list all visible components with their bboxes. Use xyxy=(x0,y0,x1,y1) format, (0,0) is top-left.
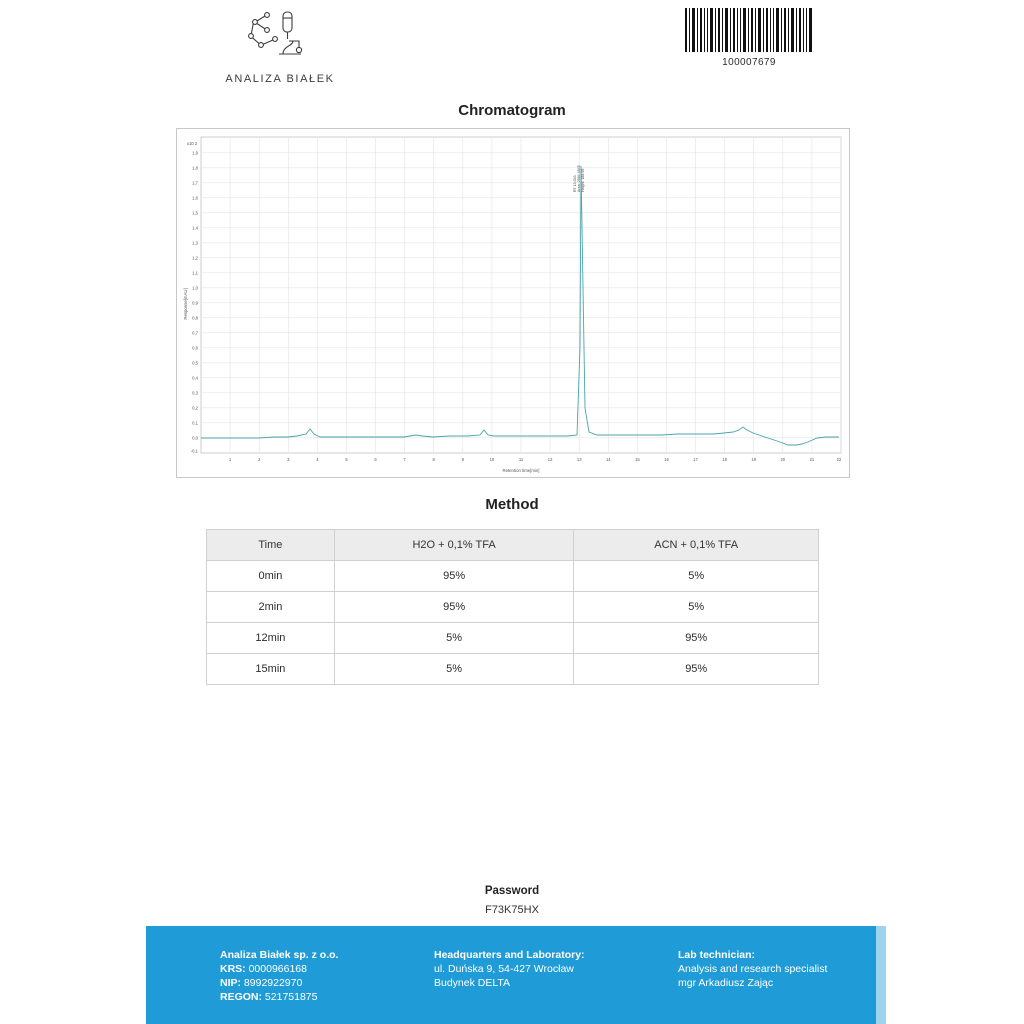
svg-text:13: 13 xyxy=(576,457,582,462)
barcode-icon xyxy=(684,8,814,52)
svg-text:15: 15 xyxy=(635,457,640,462)
footer-tech-title: Lab technician: xyxy=(678,949,756,961)
svg-text:0,3: 0,3 xyxy=(192,390,198,396)
svg-text:1,4: 1,4 xyxy=(192,225,198,231)
svg-text:1,3: 1,3 xyxy=(192,240,198,246)
svg-text:0,8: 0,8 xyxy=(192,315,198,321)
barcode-block xyxy=(679,8,819,68)
svg-text:21: 21 xyxy=(809,457,815,462)
table-row xyxy=(207,654,819,685)
table-row xyxy=(207,592,819,623)
table-row xyxy=(207,561,819,592)
svg-text:7: 7 xyxy=(403,457,406,462)
svg-text:22: 22 xyxy=(836,457,842,462)
brand-logo xyxy=(210,8,350,85)
svg-text:0,9: 0,9 xyxy=(192,300,198,306)
svg-text:0,7: 0,7 xyxy=(192,330,198,336)
svg-text:19: 19 xyxy=(751,457,757,462)
cell-time: 0min xyxy=(207,561,335,592)
password-value: F73K75HX xyxy=(485,904,539,916)
footer-hq-line2: Budynek DELTA xyxy=(434,977,511,989)
svg-text:14: 14 xyxy=(605,457,611,462)
svg-text:9: 9 xyxy=(461,457,464,462)
footer-regon xyxy=(220,990,420,1004)
column-header-time: Time xyxy=(207,530,335,561)
cell-h2o: 95% xyxy=(334,592,574,623)
svg-text:1,0: 1,0 xyxy=(192,285,198,291)
footer-address-block xyxy=(434,948,644,990)
svg-text:1,9: 1,9 xyxy=(192,150,198,156)
footer-krs-label: KRS: xyxy=(220,963,246,975)
svg-text:2: 2 xyxy=(258,457,261,462)
svg-text:Height: 185.55: Height: 185.55 xyxy=(581,168,585,192)
svg-text:20: 20 xyxy=(780,457,786,462)
cell-time: 2min xyxy=(207,592,335,623)
column-header-h2o: H2O + 0,1% TFA xyxy=(334,530,574,561)
footer-regon-label: REGON: xyxy=(220,991,262,1003)
footer-company-name: Analiza Białek sp. z o.o. xyxy=(220,949,339,961)
table-header-row xyxy=(207,530,819,561)
footer-hq-title: Headquarters and Laboratory: xyxy=(434,949,585,961)
svg-text:Area: 2584.4845: Area: 2584.4845 xyxy=(577,165,581,192)
chromatogram-title: Chromatogram xyxy=(458,102,566,119)
svg-text:0,2: 0,2 xyxy=(192,405,198,411)
password-label: Password xyxy=(484,885,540,897)
cell-acn: 95% xyxy=(574,654,819,685)
cell-acn: 5% xyxy=(574,592,819,623)
method-title: Method xyxy=(485,496,539,513)
svg-text:12: 12 xyxy=(547,457,553,462)
cell-h2o: 95% xyxy=(334,561,574,592)
cell-time: 12min xyxy=(207,623,335,654)
chromatogram-plot xyxy=(177,129,849,477)
svg-text:3: 3 xyxy=(287,457,290,462)
footer-nip-label: NIP: xyxy=(220,977,241,989)
svg-text:1,6: 1,6 xyxy=(192,195,198,201)
chromatogram-chart xyxy=(176,128,850,478)
svg-text:5: 5 xyxy=(345,457,348,462)
footer-company-block xyxy=(220,948,420,1004)
cell-acn: 5% xyxy=(574,561,819,592)
svg-text:RT 13.043: RT 13.043 xyxy=(573,175,577,192)
molecule-microscope-icon xyxy=(241,8,319,62)
svg-text:1,2: 1,2 xyxy=(192,255,198,261)
svg-text:0,4: 0,4 xyxy=(192,375,198,381)
y-axis-exponent: x10 2 xyxy=(187,141,198,146)
password-block xyxy=(0,885,1024,916)
x-axis-label: Retention time[min] xyxy=(502,468,540,473)
svg-text:18: 18 xyxy=(722,457,727,462)
cell-h2o: 5% xyxy=(334,654,574,685)
footer-krs xyxy=(220,962,420,976)
column-header-acn: ACN + 0,1% TFA xyxy=(574,530,819,561)
footer-regon-value: 521751875 xyxy=(264,991,318,1003)
footer-hq-line1: ul. Duńska 9, 54-427 Wrocław xyxy=(434,963,574,975)
barcode-number: 100007679 xyxy=(722,57,776,68)
footer-tech-line1: Analysis and research specialist xyxy=(678,963,828,975)
table-row xyxy=(207,623,819,654)
cell-acn: 95% xyxy=(574,623,819,654)
svg-text:1: 1 xyxy=(228,457,232,462)
svg-text:1,5: 1,5 xyxy=(192,210,198,216)
svg-text:16: 16 xyxy=(664,457,669,462)
svg-text:8: 8 xyxy=(432,457,435,462)
footer-technician-block xyxy=(678,948,878,990)
svg-text:1,8: 1,8 xyxy=(192,165,198,171)
cell-time: 15min xyxy=(207,654,335,685)
svg-text:-0,1: -0,1 xyxy=(190,448,198,454)
svg-text:0,0: 0,0 xyxy=(192,435,198,441)
svg-text:1,1: 1,1 xyxy=(192,270,198,276)
brand-name: ANALIZA BIAŁEK xyxy=(225,73,335,85)
method-table xyxy=(206,529,819,685)
y-axis-label: Response[mAU] xyxy=(183,288,188,320)
svg-text:1,7: 1,7 xyxy=(192,180,198,186)
svg-text:0,5: 0,5 xyxy=(192,360,198,366)
svg-text:17: 17 xyxy=(693,457,698,462)
footer-nip xyxy=(220,976,420,990)
footer-accent-edge xyxy=(876,926,886,1024)
cell-h2o: 5% xyxy=(334,623,574,654)
svg-text:4: 4 xyxy=(316,457,319,462)
footer-tech-line2: mgr Arkadiusz Zając xyxy=(678,977,774,989)
svg-text:10: 10 xyxy=(489,457,495,462)
document-footer xyxy=(146,926,886,1024)
svg-text:6: 6 xyxy=(374,457,377,462)
svg-text:11: 11 xyxy=(518,457,524,462)
footer-krs-value: 0000966168 xyxy=(248,963,307,975)
svg-text:0,1: 0,1 xyxy=(192,420,198,426)
document-header xyxy=(0,0,1024,100)
footer-nip-value: 8992922970 xyxy=(243,977,303,989)
svg-text:0,6: 0,6 xyxy=(192,345,198,351)
